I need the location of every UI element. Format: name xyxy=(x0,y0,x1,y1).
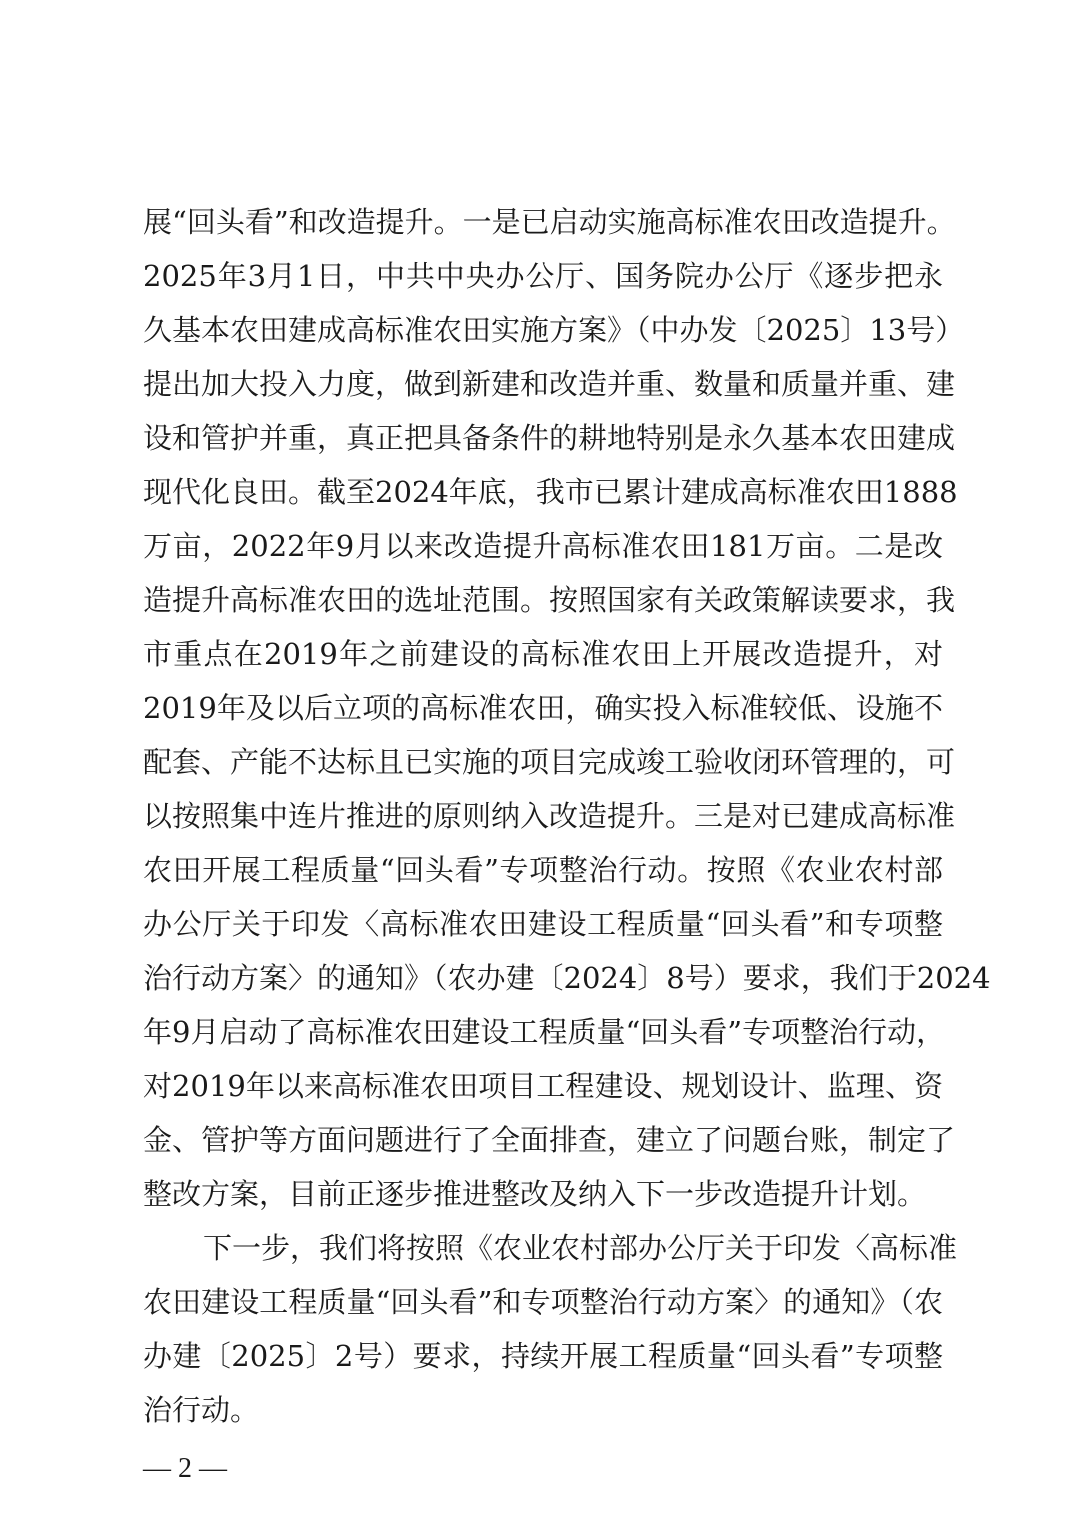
body-line-19: 整改方案，目前正逐步推进整改及纳入下一步改造提升计划。 xyxy=(143,1177,927,1211)
body-line-13: 农田开展工程质量“回头看”专项整治行动。按照《农业农村部 xyxy=(143,853,943,887)
body-line-6: 现代化良田。截至2024年底，我市已累计建成高标准农田1888 xyxy=(143,475,958,509)
body-line-9: 市重点在2019年之前建设的高标准农田上开展改造提升，对 xyxy=(143,637,943,671)
body-line-17: 对2019年以来高标准农田项目工程建设、规划设计、监理、资 xyxy=(143,1069,943,1103)
body-line-12: 以按照集中连片推进的原则纳入改造提升。三是对已建成高标准 xyxy=(143,799,956,833)
body-line-22: 办建〔2025〕2号）要求，持续开展工程质量“回头看”专项整 xyxy=(143,1339,943,1373)
body-line-7: 万亩，2022年9月以来改造提升高标准农田181万亩。二是改 xyxy=(143,529,943,563)
body-line-2: 2025年3月1日，中共中央办公厅、国务院办公厅《逐步把永 xyxy=(143,259,943,293)
body-line-23: 治行动。 xyxy=(143,1393,260,1427)
body-line-5: 设和管护并重，真正把具备条件的耕地特别是永久基本农田建成 xyxy=(143,421,956,455)
body-line-4: 提出加大投入力度，做到新建和改造并重、数量和质量并重、建 xyxy=(143,367,956,401)
body-line-14: 办公厅关于印发〈高标准农田建设工程质量“回头看”和专项整 xyxy=(143,907,943,941)
body-line-16: 年9月启动了高标准农田建设工程质量“回头看”专项整治行动， xyxy=(143,1015,946,1049)
body-line-3: 久基本农田建成高标准农田实施方案》（中办发〔2025〕13号） xyxy=(143,313,965,347)
page-number: — 2 — xyxy=(143,1453,227,1484)
body-line-11: 配套、产能不达标且已实施的项目完成竣工验收闭环管理的，可 xyxy=(143,745,956,779)
body-line-1: 展“回头看”和改造提升。一是已启动实施高标准农田改造提升。 xyxy=(143,205,956,239)
body-line-20: 下一步，我们将按照《农业农村部办公厅关于印发〈高标准 xyxy=(203,1231,958,1265)
body-line-8: 造提升高标准农田的选址范围。按照国家有关政策解读要求，我 xyxy=(143,583,956,617)
body-line-10: 2019年及以后立项的高标准农田，确实投入标准较低、设施不 xyxy=(143,691,943,725)
body-line-15: 治行动方案〉的通知》（农办建〔2024〕8号）要求，我们于2024 xyxy=(143,961,991,995)
body-line-21: 农田建设工程质量“回头看”和专项整治行动方案〉的通知》（农 xyxy=(143,1285,943,1319)
body-line-18: 金、管护等方面问题进行了全面排查，建立了问题台账，制定了 xyxy=(143,1123,956,1157)
